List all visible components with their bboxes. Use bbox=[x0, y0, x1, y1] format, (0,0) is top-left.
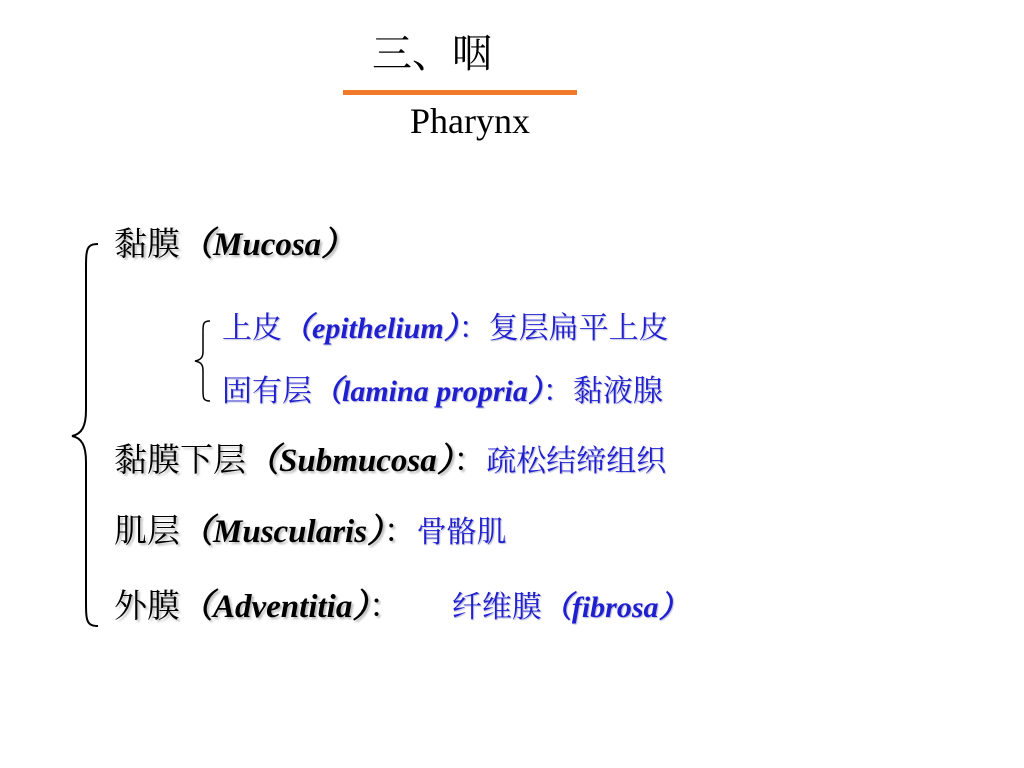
layer-submucosa-sep: ： bbox=[453, 440, 487, 479]
layer-muscularis-sep: ： bbox=[383, 511, 417, 550]
layer-muscularis-cn: 肌层 bbox=[114, 511, 180, 550]
layer-adventitia-value-cn: 纤维膜 bbox=[451, 590, 542, 625]
layer-submucosa-value: 疏松结缔组织 bbox=[486, 444, 667, 479]
layer-adventitia-sep: ： bbox=[368, 586, 402, 625]
sublayer-lamina-en: （lamina propria） bbox=[312, 375, 543, 408]
layer-adventitia-value bbox=[452, 590, 689, 625]
sublayer-lamina-value: 黏液腺 bbox=[572, 374, 663, 409]
sublayer-epithelium-en: （epithelium） bbox=[282, 312, 459, 345]
left-brace bbox=[68, 240, 104, 630]
layer-adventitia-cn: 外膜 bbox=[114, 586, 180, 625]
sublayer-lamina-cn: 固有层 bbox=[222, 374, 312, 409]
sublayer-epithelium-value: 复层扁平上皮 bbox=[488, 311, 669, 346]
layer-mucosa-cn: 黏膜 bbox=[114, 224, 180, 263]
layer-submucosa-cn: 黏膜下层 bbox=[114, 440, 246, 479]
layer-adventitia-en: （Adventitia） bbox=[180, 589, 369, 625]
layer-adventitia bbox=[114, 580, 689, 627]
layer-mucosa bbox=[114, 218, 354, 265]
slide-subtitle: Pharynx bbox=[410, 101, 530, 141]
sublayer-epithelium bbox=[222, 303, 669, 347]
layer-muscularis bbox=[114, 505, 507, 552]
layer-adventitia-value-en: （fibrosa） bbox=[541, 591, 689, 624]
layer-submucosa bbox=[114, 434, 666, 481]
layer-muscularis-en: （Muscularis） bbox=[180, 514, 384, 550]
sublayer-lamina-propria bbox=[222, 366, 663, 410]
layer-mucosa-en: （Mucosa） bbox=[180, 227, 355, 263]
layer-submucosa-en: （Submucosa） bbox=[246, 443, 454, 479]
sublayer-epithelium-sep: ： bbox=[458, 311, 489, 346]
sublayer-brace bbox=[192, 318, 214, 404]
layer-muscularis-value: 骨骼肌 bbox=[416, 515, 507, 550]
sublayer-lamina-sep: ： bbox=[542, 374, 573, 409]
title-underline bbox=[343, 90, 577, 95]
sublayer-epithelium-cn: 上皮 bbox=[222, 311, 282, 346]
slide-title: 三、咽 bbox=[372, 31, 492, 77]
